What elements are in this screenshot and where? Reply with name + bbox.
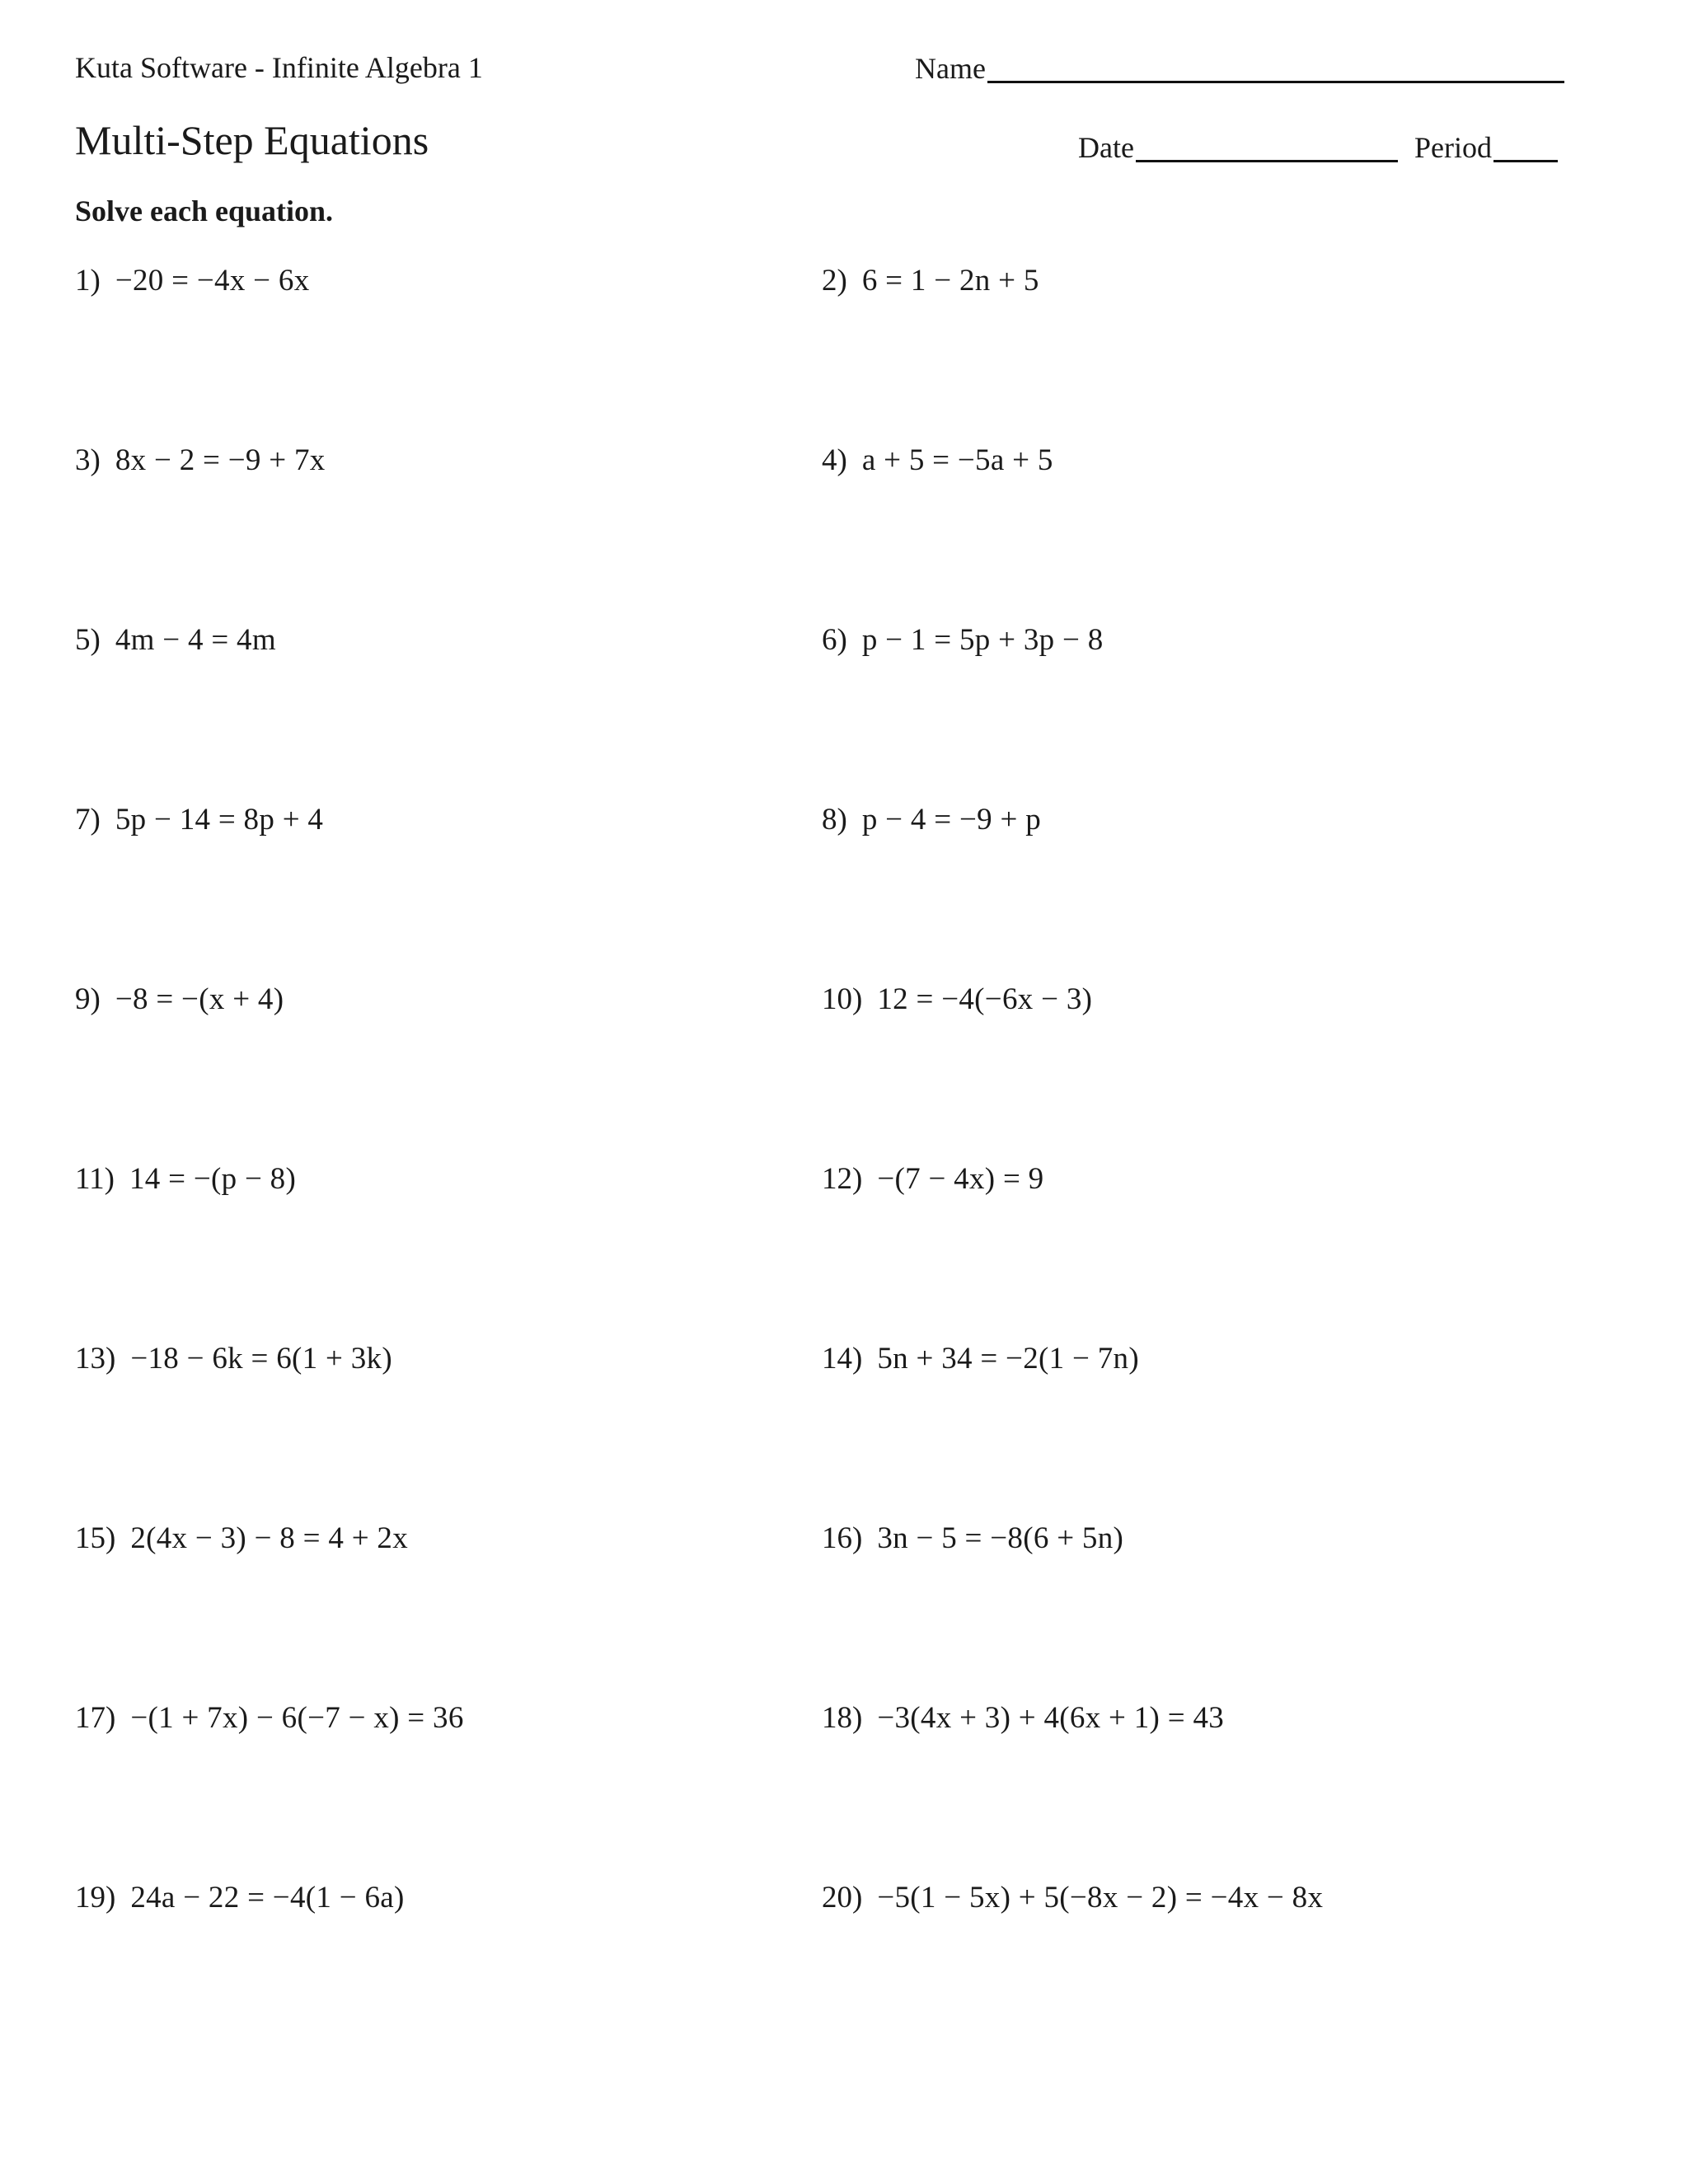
problem-1 xyxy=(75,265,310,296)
date-blank-line xyxy=(1136,132,1398,162)
problem-equation: p − 1 = 5p + 3p − 8 xyxy=(861,623,1104,657)
problem-number: 2) xyxy=(822,264,847,298)
problem-number: 10) xyxy=(822,982,863,1016)
problem-equation: 12 = −4(−6x − 3) xyxy=(877,982,1093,1016)
problem-6 xyxy=(822,625,1104,655)
problem-number: 3) xyxy=(75,443,101,477)
problem-equation: 14 = −(p − 8) xyxy=(129,1162,297,1196)
problem-number: 16) xyxy=(822,1521,863,1555)
problem-11 xyxy=(75,1164,296,1194)
problem-equation: −(1 + 7x) − 6(−7 − x) = 36 xyxy=(130,1701,464,1735)
worksheet-title: Multi-Step Equations xyxy=(75,117,429,163)
problem-number: 6) xyxy=(822,623,847,657)
problem-5 xyxy=(75,625,276,655)
problem-number: 18) xyxy=(822,1701,863,1735)
problem-20 xyxy=(822,1882,1323,1913)
worksheet-source: Kuta Software - Infinite Algebra 1 xyxy=(75,51,483,84)
problem-equation: 3n − 5 = −8(6 + 5n) xyxy=(877,1521,1124,1555)
problem-12 xyxy=(822,1164,1043,1194)
problem-equation: 5p − 14 = 8p + 4 xyxy=(115,803,324,837)
problem-equation: −18 − 6k = 6(1 + 3k) xyxy=(130,1342,392,1376)
problem-number: 12) xyxy=(822,1162,863,1196)
problem-number: 11) xyxy=(75,1162,115,1196)
problem-equation: 2(4x − 3) − 8 = 4 + 2x xyxy=(130,1521,409,1555)
problem-number: 5) xyxy=(75,623,101,657)
name-label: Name xyxy=(915,52,986,85)
period-blank-line xyxy=(1493,132,1558,162)
problem-number: 14) xyxy=(822,1342,863,1376)
problem-number: 15) xyxy=(75,1521,116,1555)
problem-number: 20) xyxy=(822,1881,863,1915)
problem-9 xyxy=(75,984,284,1015)
problem-equation: −(7 − 4x) = 9 xyxy=(877,1162,1044,1196)
date-label: Date xyxy=(1078,131,1134,164)
problem-number: 8) xyxy=(822,803,847,837)
problem-number: 9) xyxy=(75,982,101,1016)
problem-10 xyxy=(822,984,1092,1015)
problem-equation: 6 = 1 − 2n + 5 xyxy=(861,264,1039,298)
problem-equation: −8 = −(x + 4) xyxy=(115,982,284,1016)
problem-13 xyxy=(75,1343,392,1374)
problem-14 xyxy=(822,1343,1139,1374)
period-label: Period xyxy=(1414,131,1492,164)
problem-number: 7) xyxy=(75,803,101,837)
problem-15 xyxy=(75,1523,408,1554)
problem-equation: −20 = −4x − 6x xyxy=(115,264,310,298)
name-field xyxy=(915,53,1564,83)
problem-equation: a + 5 = −5a + 5 xyxy=(861,443,1053,477)
instructions: Solve each equation. xyxy=(75,194,334,227)
problem-18 xyxy=(822,1703,1224,1733)
name-blank-line xyxy=(987,53,1564,83)
problem-number: 19) xyxy=(75,1881,116,1915)
problem-equation: 8x − 2 = −9 + 7x xyxy=(115,443,326,477)
problem-equation: p − 4 = −9 + p xyxy=(861,803,1041,837)
problem-19 xyxy=(75,1882,405,1913)
problem-equation: −5(1 − 5x) + 5(−8x − 2) = −4x − 8x xyxy=(877,1881,1324,1915)
problem-number: 13) xyxy=(75,1342,116,1376)
problem-8 xyxy=(822,804,1041,835)
problem-2 xyxy=(822,265,1039,296)
problem-number: 1) xyxy=(75,264,101,298)
problem-equation: 4m − 4 = 4m xyxy=(115,623,276,657)
problem-7 xyxy=(75,804,323,835)
problem-4 xyxy=(822,445,1053,476)
date-period-fields xyxy=(1078,132,1558,162)
problem-number: 17) xyxy=(75,1701,116,1735)
problem-equation: −3(4x + 3) + 4(6x + 1) = 43 xyxy=(877,1701,1225,1735)
problem-16 xyxy=(822,1523,1123,1554)
problem-equation: 24a − 22 = −4(1 − 6a) xyxy=(130,1881,405,1915)
problem-number: 4) xyxy=(822,443,847,477)
problem-equation: 5n + 34 = −2(1 − 7n) xyxy=(877,1342,1139,1376)
problem-3 xyxy=(75,445,326,476)
problem-17 xyxy=(75,1703,464,1733)
